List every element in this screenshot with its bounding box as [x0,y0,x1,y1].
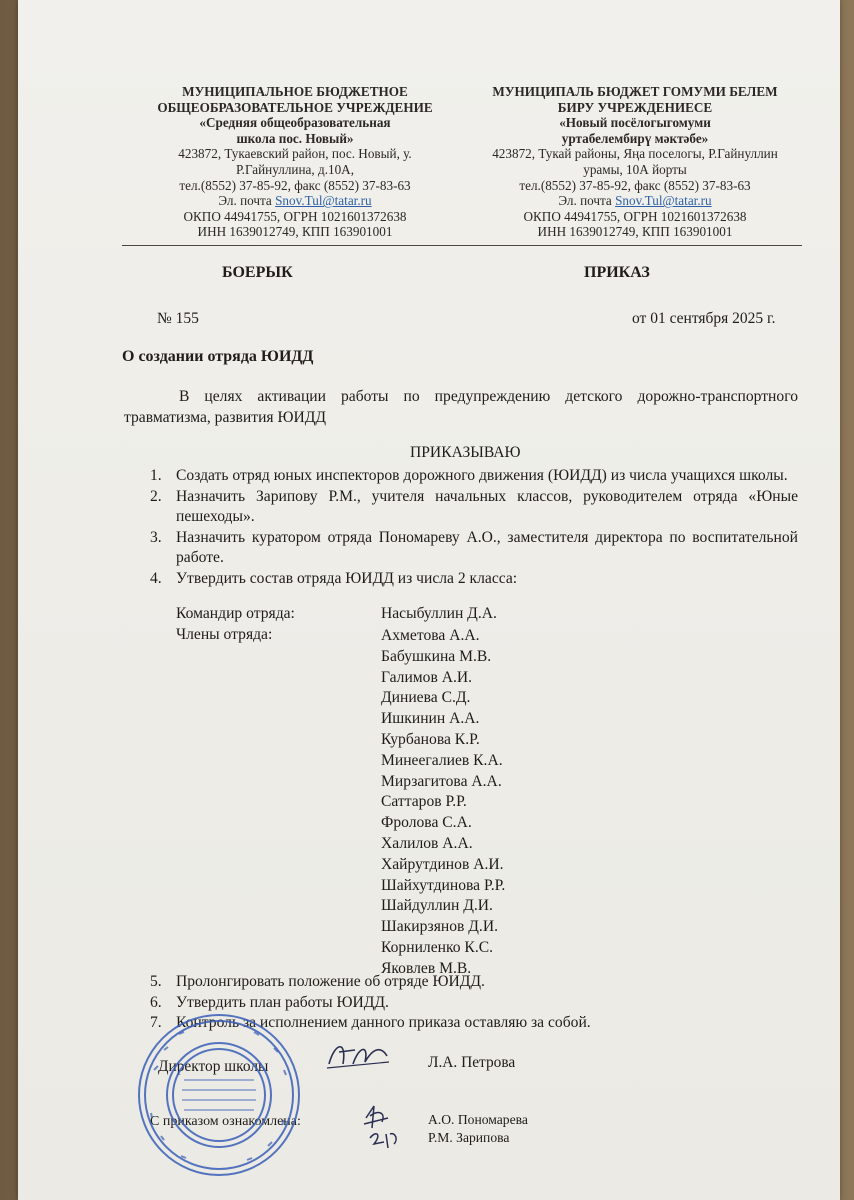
address-line: урамы, 10А йорты [583,161,687,177]
director-signature [325,1034,395,1076]
members-label: Члены отряда: [176,626,273,643]
order-date: от 01 сентября 2025 г. [632,310,776,327]
acknowledgement-signatures [360,1104,410,1152]
list-item: 4. Утвердить состав отряда ЮИДД из числа 2 класса: [150,569,518,587]
title-tatar: БОЕРЫК [222,264,293,281]
org-name-line: БИРУ УЧРЕЖДЕНИЕСЕ [557,99,713,115]
list-item: Халилов А.А. [381,834,473,852]
list-item: Курбанова К.Р. [381,730,480,748]
header-left [130,84,460,240]
list-item: Галимов А.И. [381,668,473,686]
school-name-line: «Средняя общеобразовательная [199,115,391,131]
list-item: Фролова С.А. [381,814,472,832]
org-name-line: ОБЩЕОБРАЗОВАТЕЛЬНОЕ УЧРЕЖДЕНИЕ [157,99,433,115]
commander-label: Командир отряда: [176,605,295,622]
acknowledgement-names [428,1111,528,1146]
order-heading: ПРИКАЗЫВАЮ [410,444,521,461]
school-name-line: уртабелембирү мәктәбе» [561,130,709,146]
list-item: Ишкинин А.А. [381,710,480,728]
list-item: Диниева С.Д. [381,689,471,707]
list-item: Хайрутдинов А.И. [381,855,504,873]
okpo-line: ОКПО 44941755, ОГРН 1021601372638 [523,208,747,224]
list-item: 1. Создать отряд юных инспекторов дорожного движения (ЮИДД) из числа учащихся школы. [150,467,788,484]
list-item: Р.М. Зарипова [428,1129,510,1145]
school-name-line: «Новый посёлогыгомуми [559,115,711,131]
order-number: № 155 [157,310,199,327]
list-item: 6. Утвердить план работы ЮИДД. [150,993,389,1011]
list-item: Бабушкина М.В. [381,647,492,665]
director-label: Директор школы [158,1058,269,1075]
address-line: 423872, Тукай районы, Яңа поселогы, Р.Гайнуллин [492,146,778,162]
school-name-line: школа пос. Новый» [236,130,354,146]
inn-line: ИНН 1639012749, КПП 163901001 [197,224,393,240]
email-link[interactable]: Snov.Tul@tatar.ru [275,193,372,209]
list-item: Мирзагитова А.А. [381,772,502,790]
email-link[interactable]: Snov.Tul@tatar.ru [615,193,712,209]
list-item: Шайхутдинова Р.Р. [381,876,506,894]
intro-paragraph: В целях активации работы по предупреждению детского дорожно-транспортного травматизма, развития ЮИДД [124,388,798,426]
org-name-line: МУНИЦИПАЛЬ БЮДЖЕТ ГОМУМИ БЕЛЕМ [492,84,778,99]
org-name-line: МУНИЦИПАЛЬНОЕ БЮДЖЕТНОЕ [182,84,408,99]
address-line: Р.Гайнуллина, д.10А, [236,161,354,177]
email-line [465,193,805,209]
title-russian: ПРИКАЗ [584,264,650,281]
list-item: Шайдуллин Д.И. [381,897,493,915]
header-right [465,84,805,240]
list-item: 7. Контроль за исполнением данного приказа оставляю за собой. [150,1014,591,1031]
phone-line: тел.(8552) 37-85-92, факс (8552) 37-83-63 [519,177,751,193]
address-line: 423872, Тукаевский район, пос. Новый, у. [178,146,412,162]
inn-line: ИНН 1639012749, КПП 163901001 [537,224,733,240]
list-item: Яковлев М.В. [381,959,472,977]
email-label: Эл. почта [558,193,612,209]
list-item: 3. Назначить куратором отряда Пономареву А.О., заместителя директора по воспитательной работе. [150,528,798,566]
list-item: 2. Назначить Зарипову Р.М., учителя начальных классов, руководителем отряда «Юные пешеходы». [150,487,798,525]
order-subject: О создании отряда ЮИДД [122,348,314,365]
phone-line: тел.(8552) 37-85-92, факс (8552) 37-83-63 [179,177,411,193]
official-stamp [134,1010,304,1180]
header-divider [122,245,802,246]
list-item: 5. Пролонгировать положение об отряде ЮИДД. [150,973,485,990]
email-label: Эл. почта [218,193,272,209]
list-item: Минеегалиев К.А. [381,751,503,769]
email-line [130,193,460,209]
acknowledgement-label: С приказом ознакомлена: [150,1114,301,1129]
director-name: Л.А. Петрова [428,1054,516,1071]
list-item: Саттаров Р.Р. [381,793,467,811]
commander-name: Насыбуллин Д.А. [381,605,497,622]
okpo-line: ОКПО 44941755, ОГРН 1021601372638 [183,208,407,224]
order-items-top [150,466,798,589]
list-item: Ахметова А.А. [381,627,480,644]
list-item: А.О. Пономарева [428,1112,528,1127]
list-item: Корниленко К.С. [381,938,494,956]
members-list [381,626,505,980]
list-item: Шакирзянов Д.И. [381,918,498,936]
